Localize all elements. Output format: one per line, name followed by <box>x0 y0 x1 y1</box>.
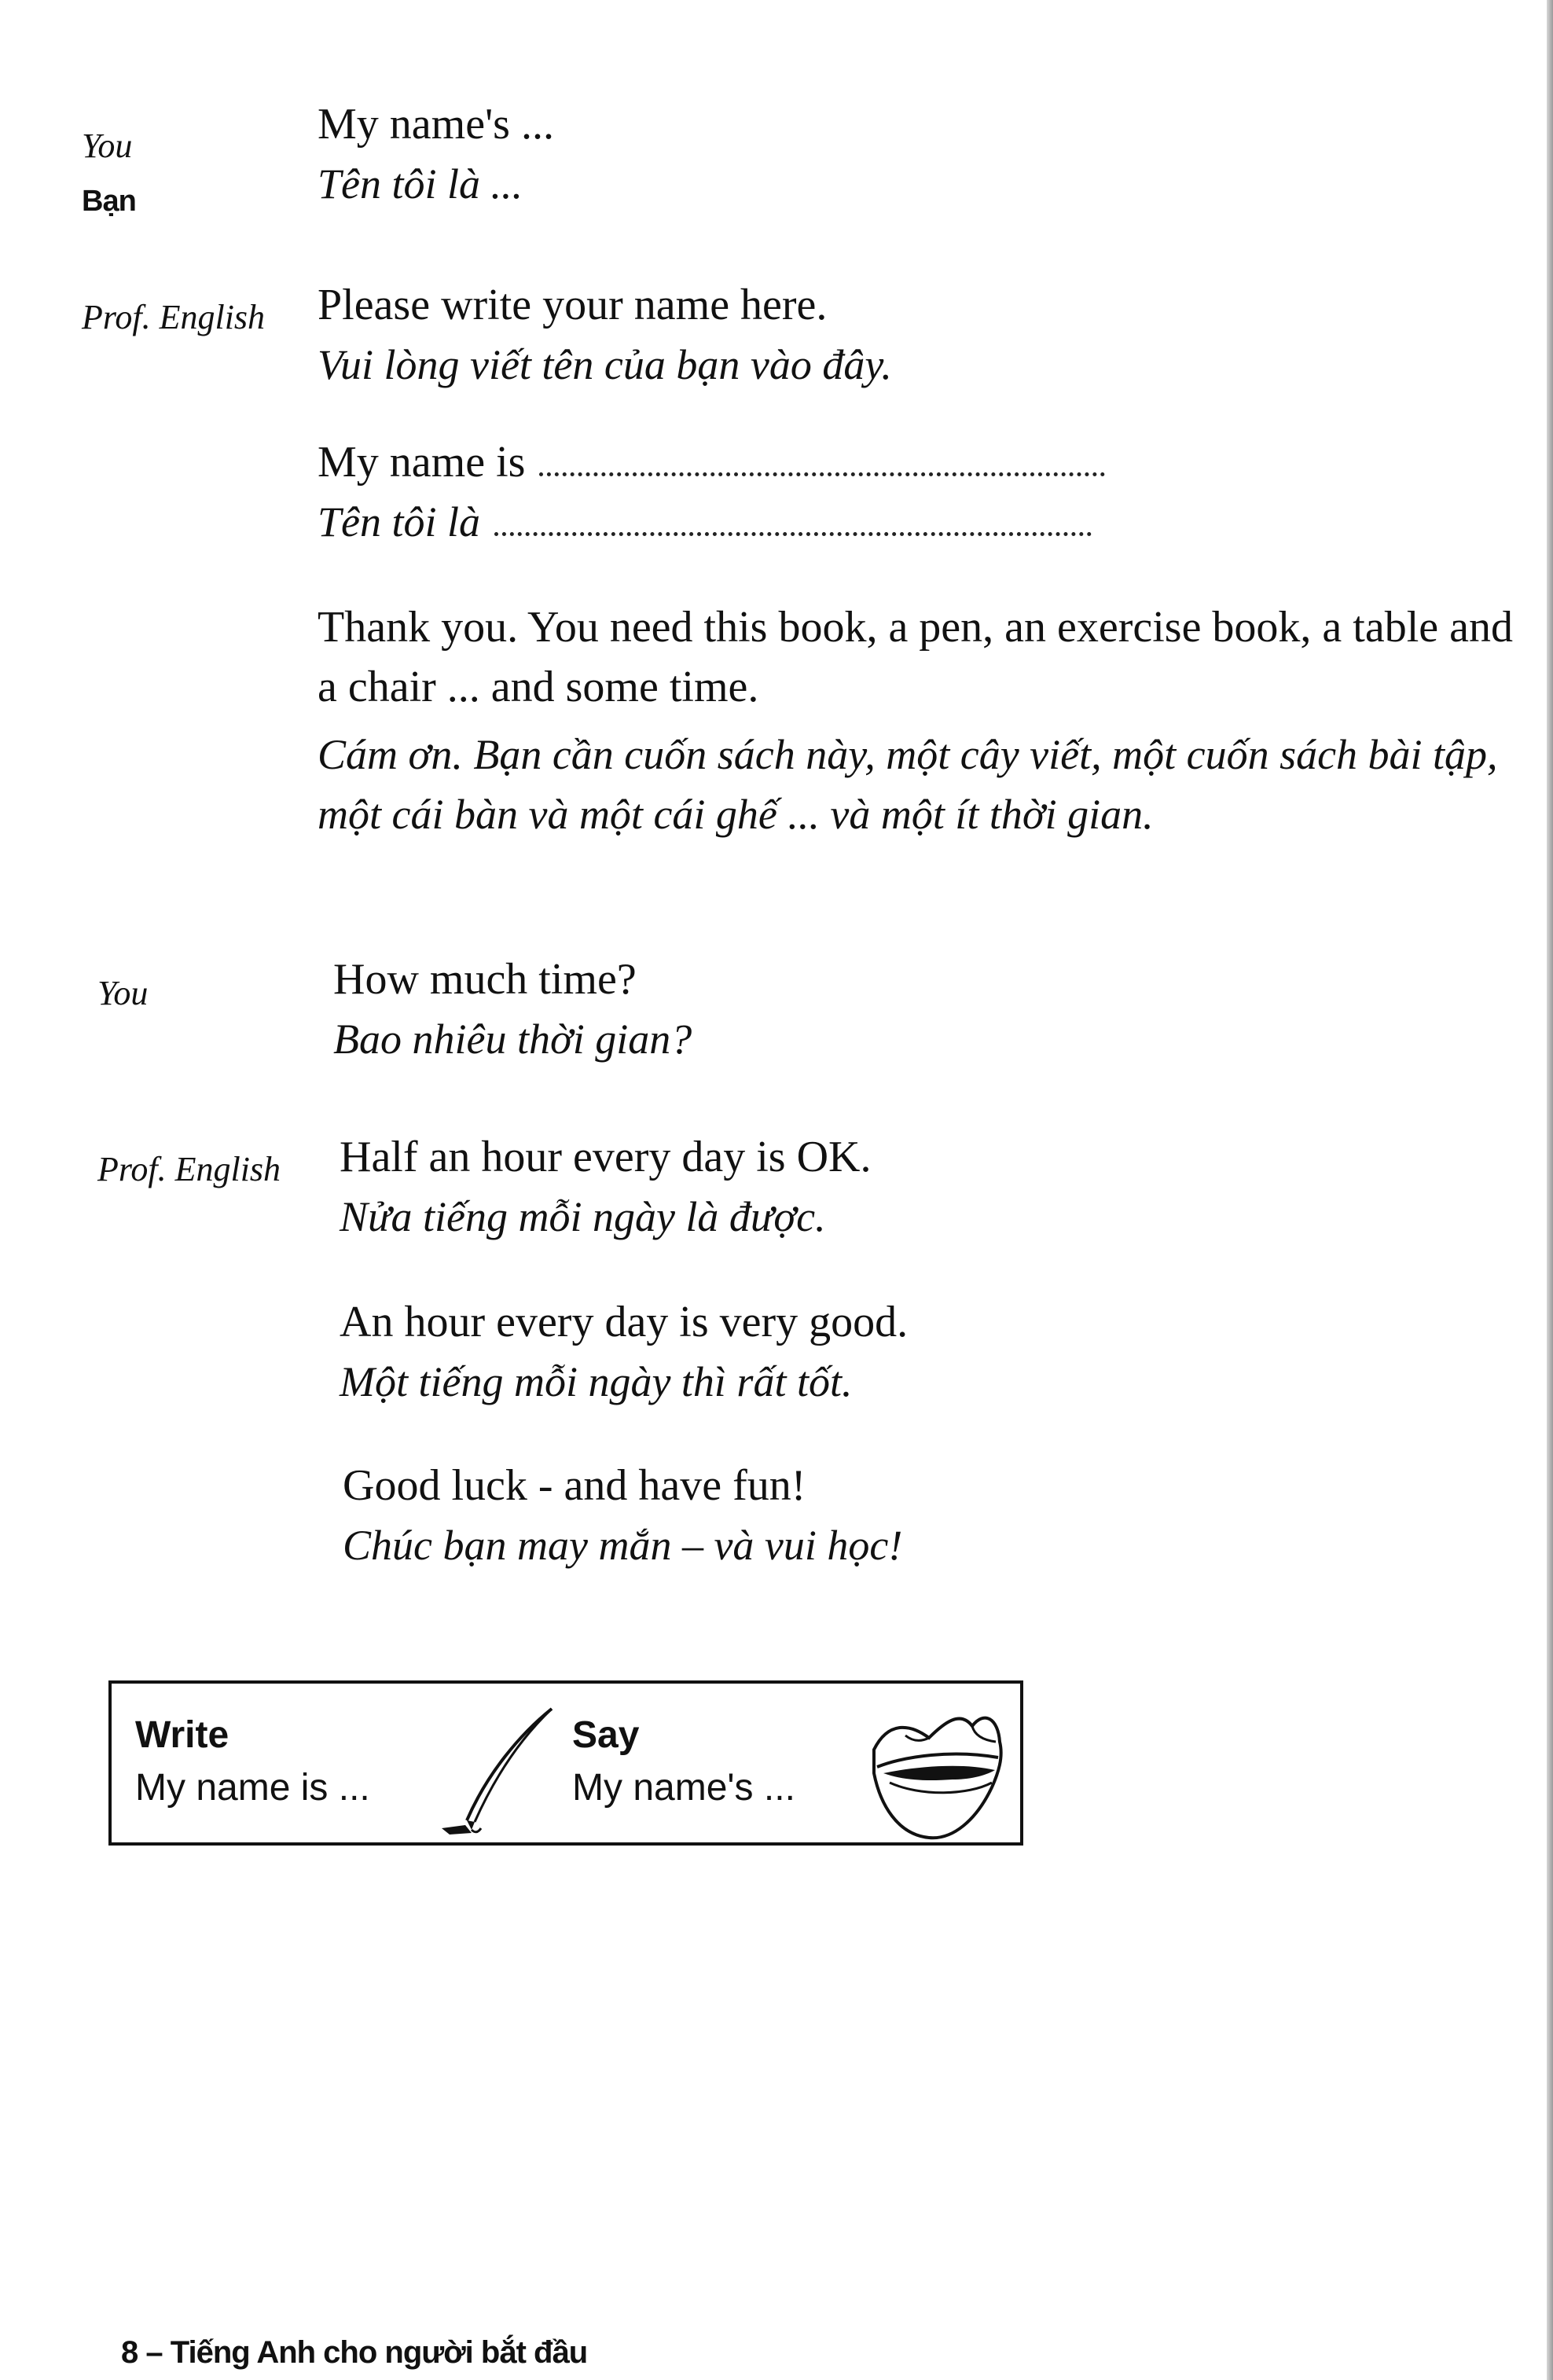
mouth-icon <box>866 1695 1008 1844</box>
vietnamese-line: Một tiếng mỗi ngày thì rất tốt. <box>340 1358 853 1405</box>
name-fill-line[interactable] <box>494 509 1092 536</box>
dialogue-block-prof-3 <box>340 1292 1534 1412</box>
english-line: Thank you. You need this book, a pen, an exercise book, a table and a chair ... and some time. <box>318 603 1513 711</box>
say-column <box>572 1712 795 1817</box>
name-fill-line[interactable] <box>539 449 1105 476</box>
english-line: Please write your name here. <box>318 281 828 329</box>
english-line: Half an hour every day is OK. <box>340 1133 872 1181</box>
write-column <box>135 1712 370 1817</box>
write-say-tip-box <box>108 1680 1023 1846</box>
english-line <box>318 432 1512 492</box>
speaker-label-you: You <box>82 127 133 165</box>
scan-edge <box>1547 0 1553 2380</box>
fill-prompt: Tên tôi là <box>318 498 481 545</box>
vietnamese-line: Cám ơn. Bạn cần cuốn sách này, một cây viết, một cuốn sách bài tập, một cái bàn và một cái ghế ... và một ít thời gian. <box>318 731 1498 838</box>
vietnamese-line: Chúc bạn may mắn – và vui học! <box>343 1522 903 1569</box>
speaker-label-ban: Bạn <box>82 185 136 218</box>
dialogue-block-you-1 <box>318 94 1512 214</box>
book-title: Tiếng Anh cho người bắt đầu <box>170 2335 588 2370</box>
pen-icon <box>426 1702 560 1836</box>
vietnamese-line: Vui lòng viết tên của bạn vào đây. <box>318 341 892 388</box>
write-title: Write <box>135 1714 229 1756</box>
page-footer <box>121 2333 587 2372</box>
footer-separator: – <box>145 2335 163 2370</box>
name-fill-block <box>318 432 1512 552</box>
say-title: Say <box>572 1714 640 1756</box>
page-number: 8 <box>121 2335 138 2370</box>
fill-prompt: My name is <box>318 438 526 487</box>
speaker-label-prof-english: Prof. English <box>82 298 266 336</box>
speaker-label-you: You <box>97 974 149 1012</box>
dialogue-block-prof-1 <box>318 275 1512 395</box>
vietnamese-line <box>318 492 1512 552</box>
speaker-label-prof-english: Prof. English <box>97 1150 281 1188</box>
vietnamese-line: Tên tôi là ... <box>318 160 523 208</box>
english-line: My name's ... <box>318 100 554 149</box>
write-text: My name is ... <box>135 1767 370 1809</box>
english-line: Good luck - and have fun! <box>343 1461 806 1510</box>
dialogue-block-prof-4 <box>343 1456 1537 1575</box>
dialogue-block-prof-2 <box>340 1127 1534 1247</box>
dialogue-block-you-2 <box>333 949 1528 1069</box>
vietnamese-line: Bao nhiêu thời gian? <box>333 1016 692 1063</box>
say-text: My name's ... <box>572 1767 795 1809</box>
vietnamese-line: Nửa tiếng mỗi ngày là được. <box>340 1193 826 1240</box>
english-line: An hour every day is very good. <box>340 1298 909 1346</box>
english-line: How much time? <box>333 955 637 1004</box>
dialogue-block-prof-thanks <box>318 597 1520 844</box>
